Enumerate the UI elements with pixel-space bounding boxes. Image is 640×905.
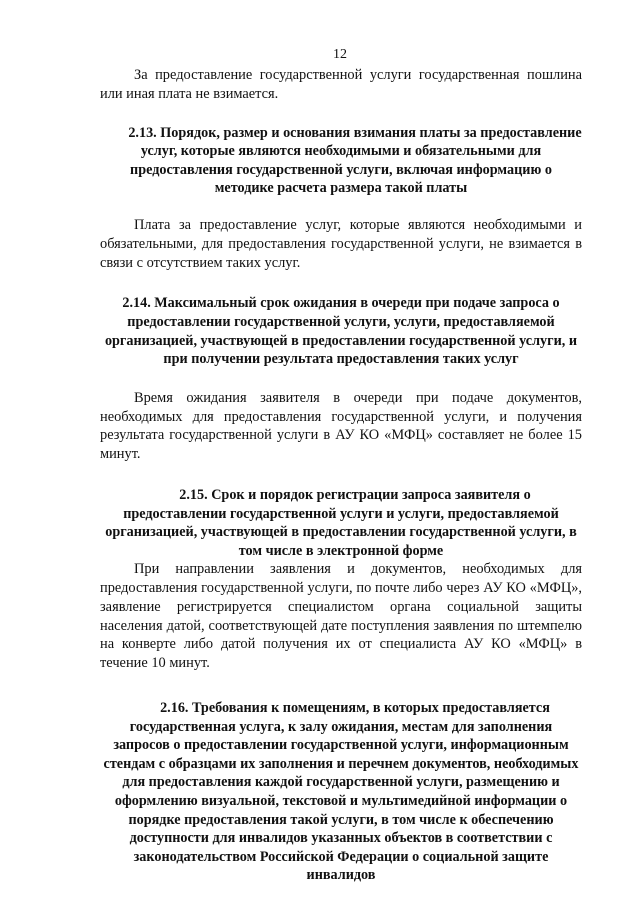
section-2-16-heading: 2.16. Требования к помещениям, в которых предоставляется государственная услуга, к залу ожидания, местам для заполнения запросов о предоставлении государственной услуги, информационным стендам с образцами их заполнения и перечнем документов, необходимых для предоставления каждой государственной услуги, размещению и оформлению визуальной, текстовой и мультимедийной информации о порядке предоставления такой услуги, в том числе к обеспечению доступности для инвалидов указанных объектов в соответствии с законодательством Российской Федерации о социальной защите инвалидов: [103, 700, 579, 884]
section-2-13-paragraph: Плата за предоставление услуг, которые являются необходимыми и обязательными, для предоставления государственной услуги, не взимается в связи с отсутствием таких услуг.: [100, 216, 582, 271]
fee-statement-paragraph: За предоставление государственной услуги государственная пошлина или иная плата не взимается.: [100, 67, 582, 102]
section-2-15-heading: 2.15. Срок и порядок регистрации запроса заявителя о предоставлении государственной услуги и услуги, предоставляемой организацией, участвующей в предоставлении государственной услуги, в том числе в электронной форме: [105, 486, 577, 559]
section-2-14-heading: 2.14. Максимальный срок ожидания в очереди при подаче запроса о предоставлении государственной услуги, услуги, предоставляемой организацией, участвующей в предоставлении государственной услуги, и при получении результата предоставления таких услуг: [104, 295, 578, 368]
section-2-15-paragraph: При направлении заявления и документов, необходимых для предоставления государственной услуги, по почте либо через АУ КО «МФЦ», заявление регистрируется специалистом органа социальной защиты населения датой, соответствующей дате поступления заявления по штемпелю на конверте либо датой получения их от специалиста АУ КО «МФЦ» в течение 10 минут.: [100, 561, 582, 672]
page-number: 12: [333, 47, 347, 62]
section-2-14-paragraph: Время ожидания заявителя в очереди при подаче документов, необходимых для предоставления государственной услуги, и получения результата государственной услуги в АУ КО «МФЦ» составляет не более 15 минут.: [100, 389, 582, 463]
document-content: [100, 66, 582, 885]
section-2-13-heading: 2.13. Порядок, размер и основания взимания платы за предоставление услуг, которые являются необходимыми и обязательными для предоставления государственной услуги, включая информацию о методике расчета размера такой платы: [128, 124, 582, 197]
